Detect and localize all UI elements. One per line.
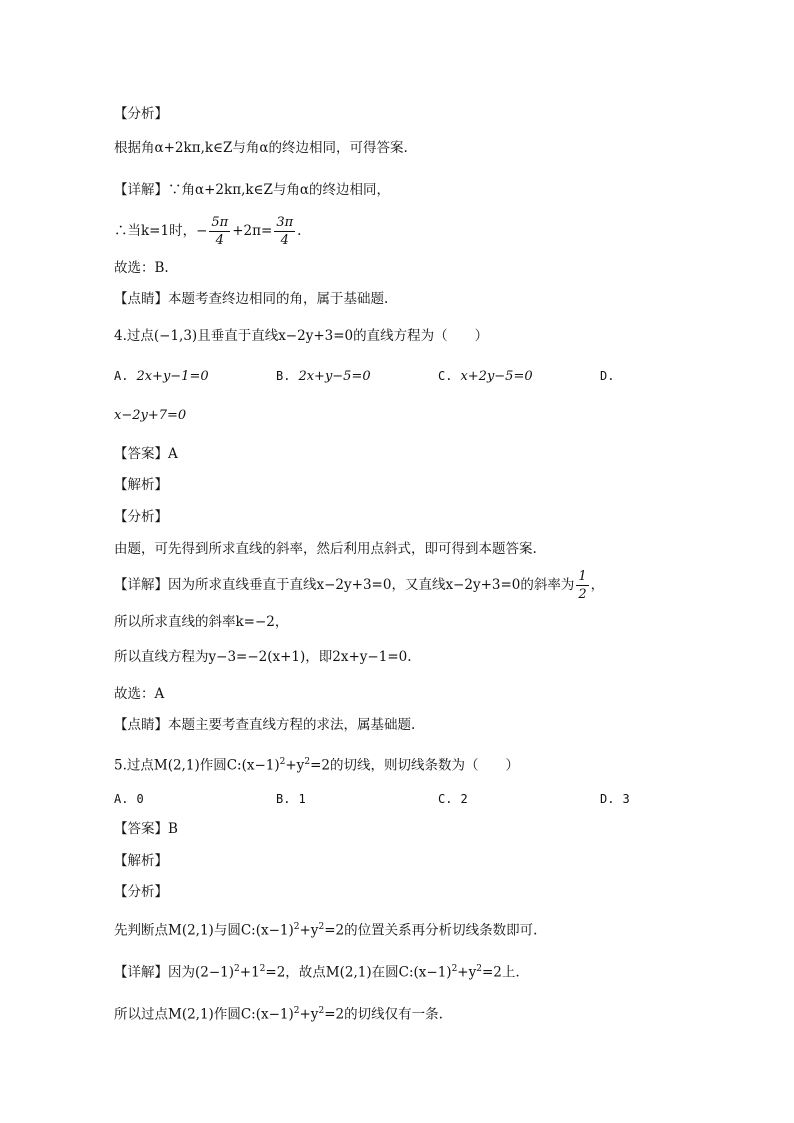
q3-fraction-3pi-4: $\frac{3\pi}{4}$: [276, 215, 294, 248]
q5-option-c: C. 2: [438, 792, 468, 806]
q3-calculation: ∴当k=1时，− $\frac{5\pi}{4}$ +2π= $\frac{3\pi}{4}$ .: [114, 215, 302, 248]
q4-equation-line: 所以直线方程为y−3=−2(x+1)，即2x+y−1=0.: [114, 649, 412, 665]
q5-option-b: B. 1: [276, 792, 306, 806]
q4-choice: 故选：A: [114, 686, 165, 702]
q4-solution-heading: 【解析】: [114, 477, 168, 493]
q5-analysis-heading: 【分析】: [114, 884, 168, 900]
q3-detail-line: 【详解】∵角α+2kπ,k∈Z与角α的终边相同，: [114, 182, 391, 198]
q3-comment: 【点睛】本题考查终边相同的角，属于基础题.: [114, 291, 389, 307]
q5-stem: 5.过点M(2,1)作圆$C:(x-1)^2+y^2=2$的切线，则切线条数为（ ）: [114, 757, 519, 774]
q4-comment: 【点睛】本题主要考查直线方程的求法，属基础题.: [114, 717, 416, 733]
q3-choice: 故选：B.: [114, 260, 169, 276]
q3-analysis-heading: 【分析】: [114, 106, 168, 122]
q5-option-a: A. 0: [114, 792, 144, 806]
q3-fraction-5pi-4: $\frac{5\pi}{4}$: [211, 215, 229, 248]
q3-analysis-text: 根据角α+2kπ,k∈Z与角α的终边相同，可得答案.: [114, 140, 408, 156]
q4-stem: 4.过点(−1,3)且垂直于直线x−2y+3=0的直线方程为（ ）: [114, 328, 489, 344]
q4-analysis-text: 由题，可先得到所求直线的斜率，然后利用点斜式，即可得到本题答案.: [114, 541, 537, 557]
q5-analysis-text: 先判断点M(2,1)与圆$C:(x-1)^2+y^2=2$的位置关系再分析切线条数即可.: [114, 922, 538, 939]
q5-answer: 【答案】B: [114, 821, 178, 837]
q5-option-d: D. 3: [600, 792, 630, 806]
q5-solution-heading: 【解析】: [114, 853, 168, 869]
q4-answer: 【答案】A: [114, 446, 178, 462]
q4-option-a: A. 2x+y−1=0: [114, 369, 209, 384]
q4-option-d-label: D.: [600, 369, 615, 383]
q4-option-d: x−2y+7=0: [114, 408, 187, 423]
q4-analysis-heading: 【分析】: [114, 509, 168, 525]
q4-detail-line: 【详解】因为所求直线垂直于直线x−2y+3=0，又直线x−2y+3=0的斜率为 $\frac{1}{2}$ ，: [114, 569, 605, 602]
q4-option-c: C. x+2y−5=0: [438, 369, 533, 384]
q5-conclusion: 所以过点M(2,1)作圆$C:(x-1)^2+y^2=2$的切线仅有一条.: [114, 1006, 443, 1023]
q5-detail-line: 【详解】因为$(2-1)^2+1^2=2$，故点M(2,1)在圆$C:(x-1)^2+y^2=2$上.: [114, 964, 520, 981]
q4-fraction-half: $\frac{1}{2}$: [578, 569, 587, 602]
q4-option-b: B. 2x+y−5=0: [276, 369, 371, 384]
q4-slope-line: 所以所求直线的斜率k=−2，: [114, 614, 289, 630]
